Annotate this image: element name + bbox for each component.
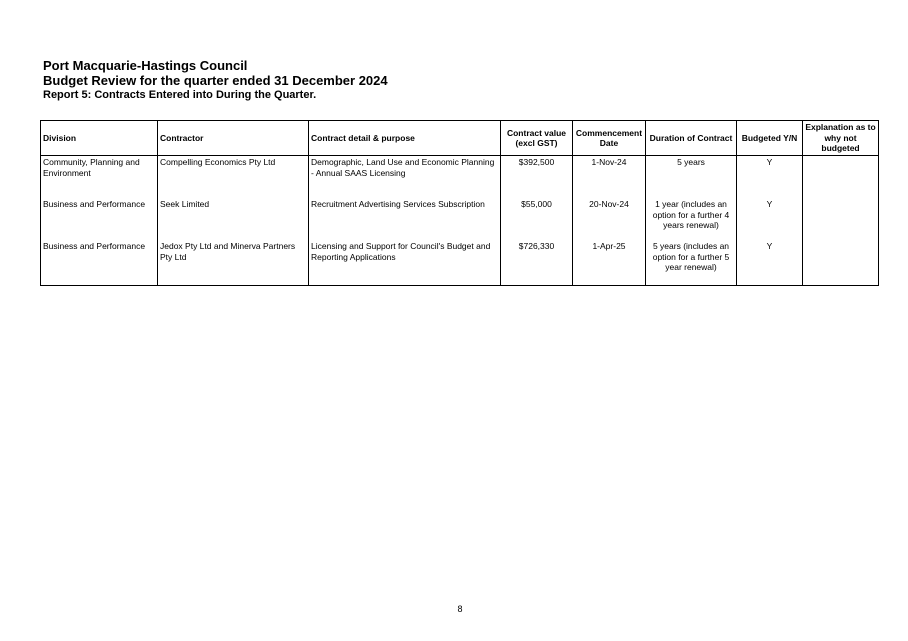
cell-explanation [803, 240, 879, 286]
council-name: Port Macquarie-Hastings Council [43, 58, 248, 73]
header-explanation: Explanation as to why not budgeted [803, 121, 879, 156]
table-row [41, 156, 879, 199]
cell-contractor: Compelling Economics Pty Ltd [158, 156, 309, 199]
report-header [43, 58, 388, 102]
cell-contract-detail: Demographic, Land Use and Economic Planning - Annual SAAS Licensing [309, 156, 501, 199]
cell-contract-detail: Recruitment Advertising Services Subscription [309, 198, 501, 240]
cell-explanation [803, 198, 879, 240]
cell-division: Community, Planning and Environment [41, 156, 158, 199]
page-number: 8 [457, 604, 463, 614]
cell-contractor: Jedox Pty Ltd and Minerva Partners Pty Ltd [158, 240, 309, 286]
cell-contract-detail: Licensing and Support for Council's Budget and Reporting Applications [309, 240, 501, 286]
header-division: Division [41, 121, 158, 156]
table-header-row [41, 121, 879, 156]
cell-commencement-date: 20-Nov-24 [573, 198, 646, 240]
header-contract-value: Contract value (excl GST) [501, 121, 573, 156]
header-budgeted: Budgeted Y/N [737, 121, 803, 156]
cell-duration: 5 years [646, 156, 737, 199]
cell-contract-value: $55,000 [501, 198, 573, 240]
table-row [41, 198, 879, 240]
cell-contract-value: $726,330 [501, 240, 573, 286]
cell-contractor: Seek Limited [158, 198, 309, 240]
cell-budgeted: Y [737, 240, 803, 286]
contracts-table [40, 120, 879, 286]
cell-duration: 1 year (includes an option for a further 4 years renewal) [646, 198, 737, 240]
table-row [41, 240, 879, 286]
cell-commencement-date: 1-Nov-24 [573, 156, 646, 199]
header-duration: Duration of Contract [646, 121, 737, 156]
cell-division: Business and Performance [41, 198, 158, 240]
review-title: Budget Review for the quarter ended 31 December 2024 [43, 73, 388, 88]
cell-explanation [803, 156, 879, 199]
header-contractor: Contractor [158, 121, 309, 156]
report-title: Report 5: Contracts Entered into During the Quarter. [43, 89, 317, 101]
cell-budgeted: Y [737, 198, 803, 240]
cell-commencement-date: 1-Apr-25 [573, 240, 646, 286]
header-commencement-date: Commencement Date [573, 121, 646, 156]
cell-division: Business and Performance [41, 240, 158, 286]
header-contract-detail: Contract detail & purpose [309, 121, 501, 156]
cell-contract-value: $392,500 [501, 156, 573, 199]
cell-budgeted: Y [737, 156, 803, 199]
cell-duration: 5 years (includes an option for a further 5 year renewal) [646, 240, 737, 286]
